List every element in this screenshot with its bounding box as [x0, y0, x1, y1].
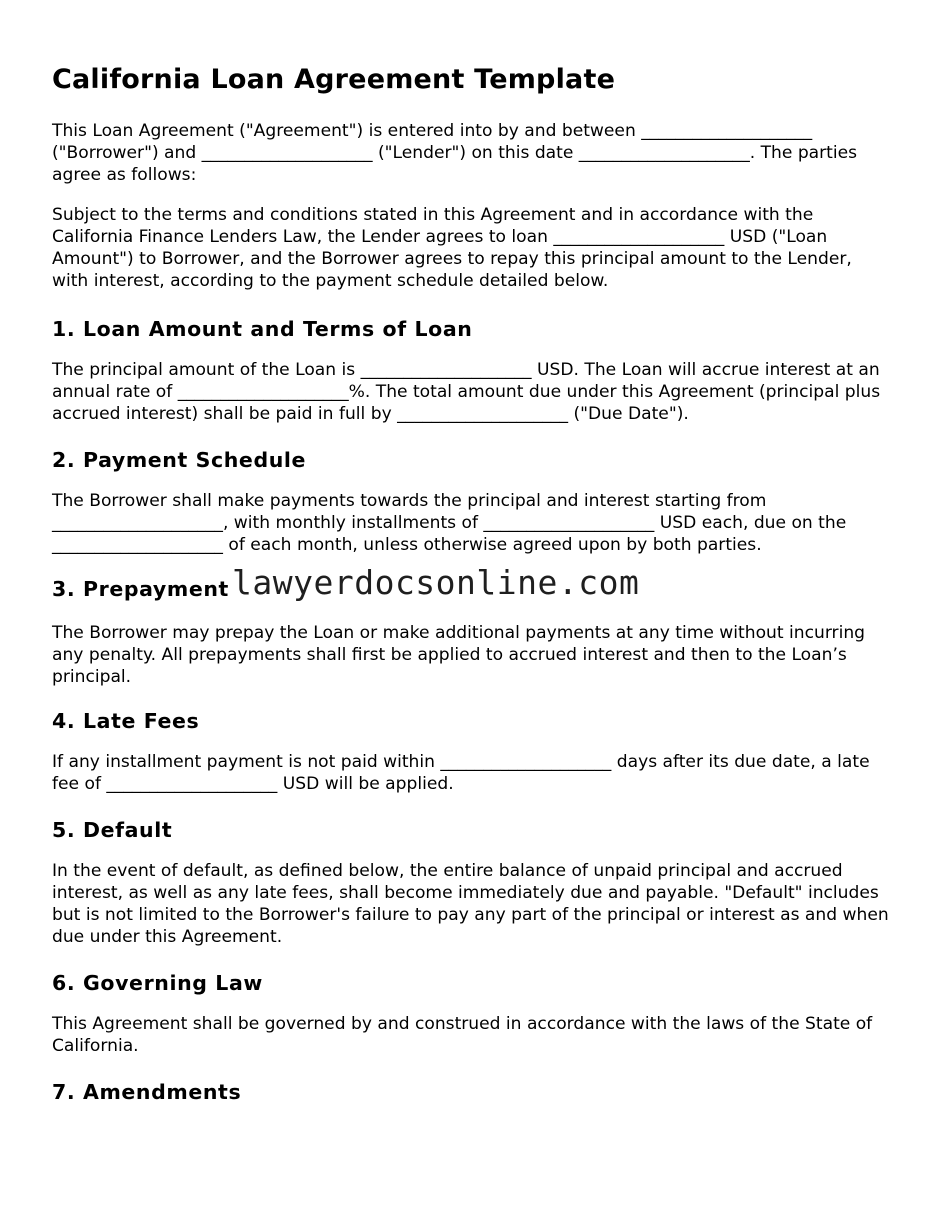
section-heading-governing-law: 6. Governing Law	[52, 971, 263, 995]
document-page	[52, 62, 892, 1122]
intro-paragraph-parties: This Loan Agreement ("Agreement") is entered into by and between ____________________ ("Borrower") and ____________________ ("Lender") on this date ____________________. The parties agree as follows:	[52, 121, 858, 185]
section-heading-loan-amount: 1. Loan Amount and Terms of Loan	[52, 317, 473, 341]
watermark-text: lawyerdocsonline.com	[232, 563, 640, 602]
section-body-prepayment: The Borrower may prepay the Loan or make additional payments at any time without incurring any penalty. All prepayments shall first be applied to accrued interest and then to the Loan’s principal.	[52, 623, 866, 687]
document-title: California Loan Agreement Template	[52, 64, 616, 95]
section-body-payment-schedule: The Borrower shall make payments towards the principal and interest starting from ____________________, with monthly installments of ____________________ USD each, due on the ____________________ of each month, unless otherwise agreed upon by both parties.	[52, 491, 847, 555]
section-heading-prepayment: 3. Prepayment	[52, 577, 229, 601]
prepayment-heading-row	[52, 563, 892, 602]
intro-paragraph-loan: Subject to the terms and conditions stated in this Agreement and in accordance with the California Finance Lenders Law, the Lender agrees to loan ____________________ USD ("Loan Amount") to Borrower, and the Borrower agrees to repay this principal amount to the Lender, with interest, according to the payment schedule detailed below.	[52, 205, 852, 291]
section-body-governing-law: This Agreement shall be governed by and construed in accordance with the laws of the State of California.	[52, 1014, 873, 1056]
section-heading-payment-schedule: 2. Payment Schedule	[52, 448, 307, 472]
section-body-default: In the event of default, as defined below, the entire balance of unpaid principal and accrued interest, as well as any late fees, shall become immediately due and payable. "Default" includes but is not limited to the Borrower's failure to pay any part of the principal or interest as and when due under this Agreement.	[52, 861, 889, 947]
section-heading-amendments: 7. Amendments	[52, 1080, 242, 1104]
section-heading-late-fees: 4. Late Fees	[52, 709, 200, 733]
section-body-loan-amount: The principal amount of the Loan is ____________________ USD. The Loan will accrue interest at an annual rate of ____________________%. The total amount due under this Agreement (principal plus accrued interest) shall be paid in full by ____________________ ("Due Date").	[52, 360, 881, 424]
section-heading-default: 5. Default	[52, 818, 173, 842]
section-body-late-fees: If any installment payment is not paid within ____________________ days after its due date, a late fee of ____________________ USD will be applied.	[52, 752, 870, 794]
